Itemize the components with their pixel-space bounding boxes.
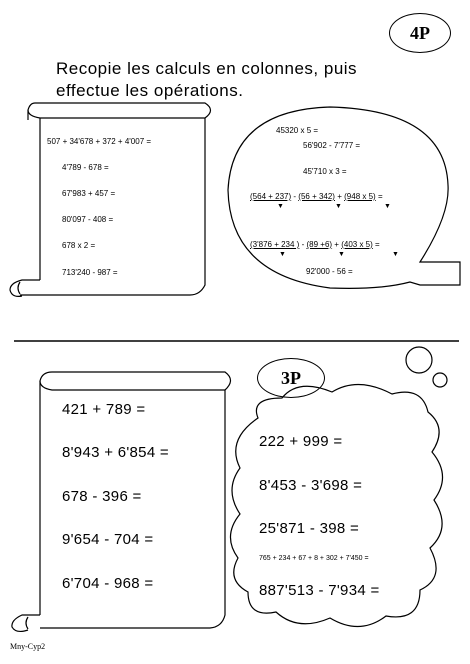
grade-badge-4p: 4P bbox=[389, 13, 451, 53]
bubble-calc-5-part1: (3'876 + 234 ) bbox=[250, 240, 300, 249]
down-arrow-icon: ▼ bbox=[392, 251, 399, 258]
down-arrow-icon: ▼ bbox=[335, 203, 342, 210]
bubble-calc-4-op2: + bbox=[337, 192, 342, 201]
bubble-calc-5-part3: (403 x 5) bbox=[341, 240, 373, 249]
down-arrow-icon: ▼ bbox=[279, 251, 286, 258]
bubble-calc-5-op1: - bbox=[301, 240, 305, 249]
bubble-calc-4 bbox=[250, 192, 383, 201]
scroll-calc-4p-5: 678 x 2 = bbox=[62, 241, 96, 250]
bubble-calc-5-op2: + bbox=[334, 240, 339, 249]
scroll-calc-4p-4: 80'097 - 408 = bbox=[62, 215, 114, 224]
bubble-calc-1: 45320 x 5 = bbox=[276, 126, 319, 135]
footer-credit: Mny-Cyp2 bbox=[10, 642, 46, 651]
bubble-calc-5-part2: (89 +6) bbox=[306, 240, 333, 249]
bubble-calc-4-part2: (56 + 342) bbox=[298, 192, 335, 201]
bubble-calc-4-op1: - bbox=[293, 192, 297, 201]
cloud-calc-5: 887'513 - 7'934 = bbox=[259, 582, 380, 599]
cloud-calc-3: 25'871 - 398 = bbox=[259, 520, 360, 537]
bubble-calc-5-equals: = bbox=[375, 240, 380, 249]
grade-badge-3p: 3P bbox=[257, 358, 325, 398]
bubble-calc-4-part3: (948 x 5) bbox=[344, 192, 376, 201]
bubble-calc-3: 45'710 x 3 = bbox=[303, 167, 347, 176]
scroll-calc-3p-4: 9'654 - 704 = bbox=[62, 531, 154, 548]
bubble-calc-5 bbox=[250, 240, 380, 249]
scroll-calc-3p-1: 421 + 789 = bbox=[62, 401, 146, 418]
scroll-calc-4p-3: 67'983 + 457 = bbox=[62, 189, 116, 198]
bubble-calc-4-part1: (564 + 237) bbox=[250, 192, 292, 201]
scroll-calc-4p-6: 713'240 - 987 = bbox=[62, 268, 118, 277]
instruction-text: Recopie les calculs en colonnes, puis effectue les opérations. bbox=[56, 59, 358, 100]
down-arrow-icon: ▼ bbox=[338, 251, 345, 258]
cloud-calc-4: 765 + 234 + 67 + 8 + 302 + 7'450 = bbox=[259, 555, 369, 562]
scroll-calc-3p-3: 678 - 396 = bbox=[62, 488, 142, 505]
scroll-calc-4p-2: 4'789 - 678 = bbox=[62, 163, 109, 172]
bubble-calc-4-equals: = bbox=[377, 192, 383, 201]
down-arrow-icon: ▼ bbox=[384, 203, 391, 210]
down-arrow-icon: ▼ bbox=[277, 203, 284, 210]
scroll-calc-3p-2: 8'943 + 6'854 = bbox=[62, 444, 169, 461]
scroll-calc-4p-1: 507 + 34'678 + 372 + 4'007 = bbox=[47, 137, 152, 146]
bubble-calc-6: 92'000 - 56 = bbox=[306, 267, 353, 276]
bubble-calc-2: 56'902 - 7'777 = bbox=[303, 141, 361, 150]
cloud-calc-2: 8'453 - 3'698 = bbox=[259, 477, 363, 494]
scroll-calc-3p-5: 6'704 - 968 = bbox=[62, 575, 154, 592]
cloud-calc-1: 222 + 999 = bbox=[259, 433, 343, 450]
